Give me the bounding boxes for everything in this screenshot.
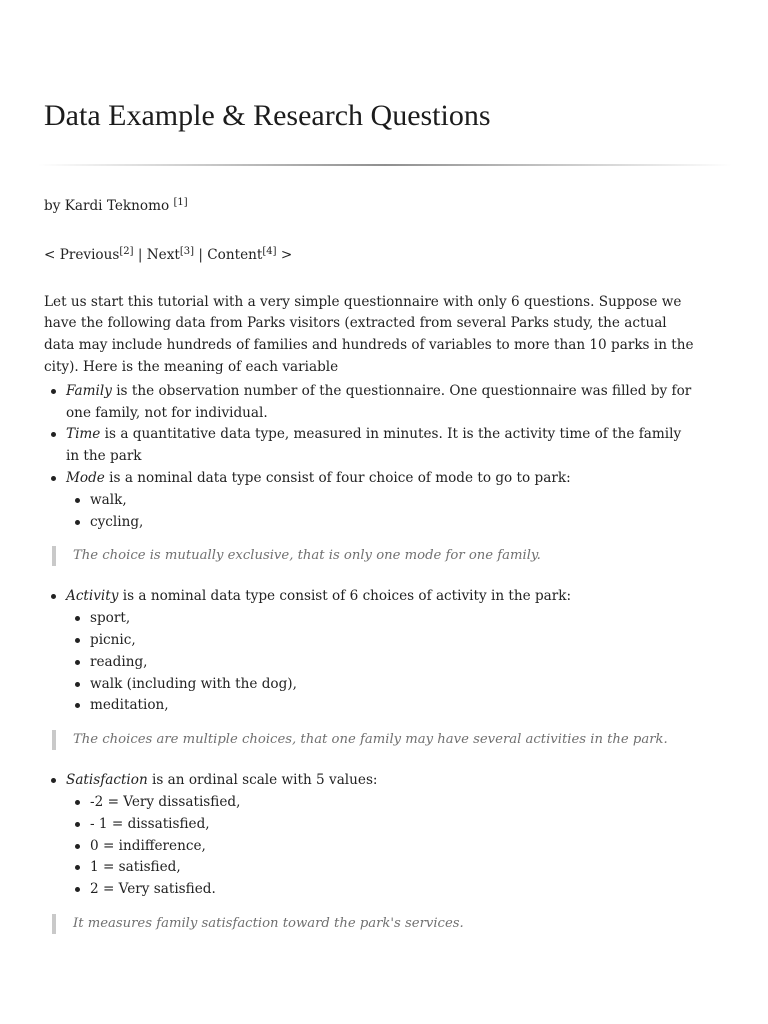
next-ref[interactable]: [3] [179,245,195,257]
previous-link[interactable]: Previous [59,246,120,263]
list-item-time [66,424,694,468]
list-item: 2 = Very satisfied. [90,879,694,901]
byline [44,196,694,218]
list-item: sport, [90,608,694,630]
variable-description: is a nominal data type consist of 6 choices of activity in the park: [118,588,572,605]
variable-list [44,381,694,934]
page-navigation [44,245,694,267]
variable-term: Activity [66,588,119,605]
nav-close: > [280,246,293,263]
list-item-satisfaction [66,770,694,934]
article-body [44,196,694,954]
variable-description: is an ordinal scale with 5 values: [147,772,378,789]
list-item: cycling, [90,512,694,534]
nav-separator: | [198,246,203,263]
variable-description: is a nominal data type consist of four choice of mode to go to park: [104,469,571,486]
list-item-activity [66,586,694,750]
mode-note: The choice is mutually exclusive, that is only one mode for one family. [52,546,694,566]
list-item: reading, [90,652,694,674]
nav-open: < [44,246,56,263]
list-item-family [66,381,694,425]
list-item: walk, [90,490,694,512]
activity-note: The choices are multiple choices, that one family may have several activities in the park. [52,730,694,750]
satisfaction-scale [66,792,694,901]
byline-ref[interactable]: [1] [173,197,188,208]
nav-separator: | [137,246,143,263]
byline-text: by Kardi Teknomo [44,198,170,214]
list-item: meditation, [90,695,694,717]
next-link[interactable]: Next [146,246,180,263]
previous-ref[interactable]: [2] [119,245,134,257]
content-ref[interactable]: [4] [262,245,277,257]
variable-term: Satisfaction [66,772,148,789]
list-item: - 1 = dissatisfied, [90,814,694,836]
variable-description: is a quantitative data type, measured in minutes. It is the activity time of the family in the park [66,426,682,465]
list-item-mode [66,468,694,566]
content-link[interactable]: Content [207,246,263,263]
satisfaction-note: It measures family satisfaction toward the park's services. [52,914,694,934]
activity-options [66,608,694,717]
intro-paragraph: Let us start this tutorial with a very simple questionnaire with only 6 questions. Suppose we have the following data from Parks visitors (extracted from several Parks study, the actual data may include hundreds of families and hundreds of variables to more than 10 parks in the city). Here is the meaning of each variable [44,293,694,375]
list-item: -2 = Very dissatisfied, [90,792,694,814]
variable-term: Mode [66,469,105,486]
variable-description: is the observation number of the questionnaire. One questionnaire was filled by for one family, not for individual. [66,382,692,421]
title-divider [38,164,732,166]
mode-options [66,490,694,534]
variable-term: Time [66,426,101,443]
variable-term: Family [66,382,112,399]
list-item: 0 = indifference, [90,836,694,858]
list-item: picnic, [90,630,694,652]
list-item: walk (including with the dog), [90,674,694,696]
list-item: 1 = satisfied, [90,857,694,879]
page-title: Data Example & Research Questions [44,99,491,132]
